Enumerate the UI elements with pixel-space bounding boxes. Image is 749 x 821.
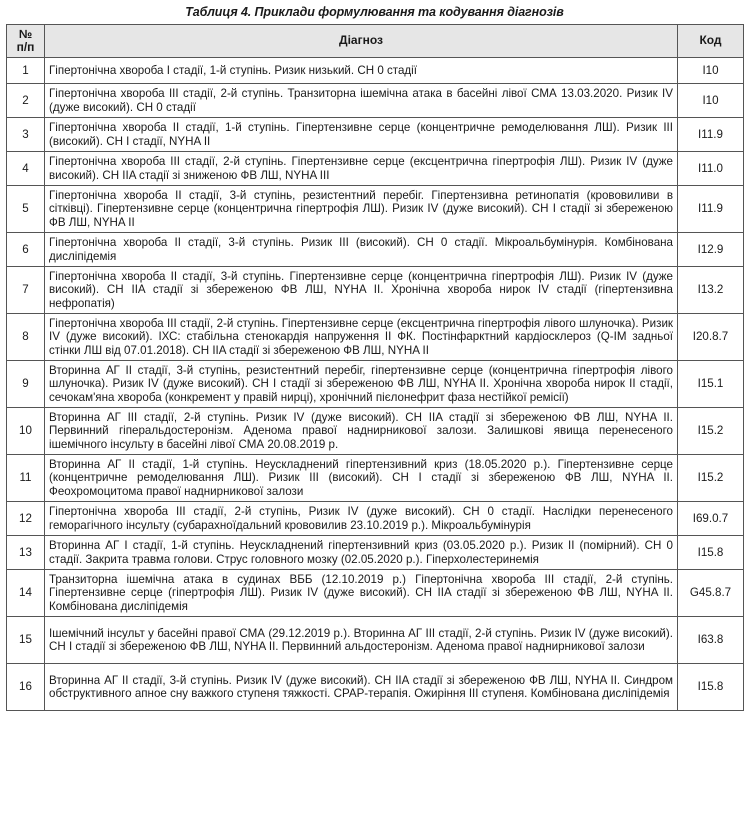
table-header-row: [7, 25, 744, 58]
row-diagnosis: Вторинна АГ ІІ стадії, 3-й ступінь, резистентний перебіг, гіпертензивне серце (концентрична гіпертрофія лівого шлуночка). Ризик IV (дуже високий). СН I стадії зі збереженою ФВ ЛШ, NYHA II. Хронічна хвороба нирок ІІ стадії, сечокам'яна хвороба (конкремент у правій нирці), хронічний пієлонефрит фаза нестійкої ремісії): [45, 361, 678, 408]
row-num: 1: [7, 58, 45, 84]
row-num: 14: [7, 570, 45, 617]
row-num: 13: [7, 536, 45, 570]
row-diagnosis: Гіпертонічна хвороба ІІІ стадії, 2-й ступінь. Транзиторна ішемічна атака в басейні лівої СМА 13.03.2020. Ризик IV (дуже високий). СН 0 стадії: [45, 84, 678, 118]
table-row: [7, 536, 744, 570]
header-code: Код: [678, 25, 744, 58]
row-diagnosis: Гіпертонічна хвороба ІІІ стадії, 2-й ступінь, Ризик IV (дуже високий). СН 0 стадії. Наслідки перенесеного геморагічного інсульту (субарахноїдальний крововилив 23.10.2019 р.). Мікроальбумінурія: [45, 502, 678, 536]
table-row: [7, 267, 744, 314]
row-num: 3: [7, 118, 45, 152]
table-row: [7, 502, 744, 536]
row-num: 7: [7, 267, 45, 314]
row-code: I15.2: [678, 455, 744, 502]
diagnoses-table: [6, 24, 744, 711]
row-code: I10: [678, 84, 744, 118]
row-diagnosis: Гіпертонічна хвороба ІІІ стадії, 2-й ступінь. Гіпертензивне серце (ексцентрична гіпертрофія ЛШ). Ризик IV (дуже високий). СН IIA стадії зі зниженою ФВ ЛШ, NYHA III: [45, 152, 678, 186]
table-caption: Таблиця 4. Приклади формулювання та кодування діагнозів: [185, 5, 564, 19]
row-diagnosis: Гіпертонічна хвороба ІІ стадії, 3-й ступінь. Ризик III (високий). СН 0 стадії. Мікроальбумінурія. Комбінована дисліпідемія: [45, 233, 678, 267]
row-code: I15.1: [678, 361, 744, 408]
row-num: 8: [7, 314, 45, 361]
header-num: № п/п: [7, 25, 45, 58]
table-row: [7, 233, 744, 267]
row-code: I15.2: [678, 408, 744, 455]
row-diagnosis: Транзиторна ішемічна атака в судинах ВББ (12.10.2019 р.) Гіпертонічна хвороба ІІІ стадії, 2-й ступінь. Гіпертензивне серце (гіпертрофія ЛШ). Ризик IV (дуже високий). СН IIA стадії зі збереженою ФВ ЛШ, NYHA II. Комбінована дисліпідемія: [45, 570, 678, 617]
table-row: [7, 58, 744, 84]
row-num: 9: [7, 361, 45, 408]
row-num: 5: [7, 186, 45, 233]
row-code: I11.9: [678, 186, 744, 233]
row-num: 6: [7, 233, 45, 267]
row-num: 4: [7, 152, 45, 186]
row-diagnosis: Вторинна АГ ІІ стадії, 3-й ступінь. Ризик IV (дуже високий). СН IIA стадії зі збереженою ФВ ЛШ, NYHA II. Синдром обструктивного апное сну важкого ступеня тяжкості. CPAP-терапія. Ожиріння ІІІ ступеня. Комбінована дисліпідемія: [45, 664, 678, 711]
row-code: I20.8.7: [678, 314, 744, 361]
row-num: 10: [7, 408, 45, 455]
table-row: [7, 186, 744, 233]
row-code: I11.0: [678, 152, 744, 186]
row-code: I69.0.7: [678, 502, 744, 536]
row-diagnosis: Гіпертонічна хвороба ІІІ стадії, 2-й ступінь. Гіпертензивне серце (ексцентрична гіпертрофія лівого шлуночка). Ризик IV (дуже високий). ІХС: стабільна стенокардія напруження ІІ ФК. Постінфарктний кардіосклероз (Q-IM задньої стінки ЛШ від 07.01.2018). СН IIA стадії зі збереженою ФВ ЛШ, NYHA II: [45, 314, 678, 361]
row-diagnosis: Гіпертонічна хвороба І стадії, 1-й ступінь. Ризик низький. СН 0 стадії: [45, 58, 678, 84]
table-row: [7, 152, 744, 186]
table-row: [7, 617, 744, 664]
row-num: 11: [7, 455, 45, 502]
table-row: [7, 408, 744, 455]
row-num: 2: [7, 84, 45, 118]
table-row: [7, 118, 744, 152]
row-code: I15.8: [678, 664, 744, 711]
row-code: I10: [678, 58, 744, 84]
row-diagnosis: Вторинна АГ ІІІ стадії, 2-й ступінь. Ризик IV (дуже високий). СН IIA стадії зі збереженою ФВ ЛШ, NYHA II. Первинний гіперальдостеронізм. Аденома правої наднирникової залози. Залишкові явища перенесеного ішемічного інсульту в басейні лівої СМА 20.08.2019 р.: [45, 408, 678, 455]
row-diagnosis: Гіпертонічна хвороба ІІ стадії, 1-й ступінь. Гіпертензивне серце (концентричне ремоделювання ЛШ). Ризик III (високий). СН I стадії, NYHA II: [45, 118, 678, 152]
row-diagnosis: Гіпертонічна хвороба ІІ стадії, 3-й ступінь. Гіпертензивне серце (концентрична гіпертрофія ЛШ). Ризик IV (дуже високий). СН IIA стадії зі збереженою ФВ ЛШ, NYHA II. Хронічна хвороба нирок IV стадії (гіпертензивна нефропатія): [45, 267, 678, 314]
row-diagnosis: Гіпертонічна хвороба ІІ стадії, 3-й ступінь, резистентний перебіг. Гіпертензивна ретинопатія (крововиливи в сітківці). Гіпертензивне серце (концентрична гіпертрофія ЛШ). Ризик IV (дуже високий). СН I стадії зі збереженою ФВ ЛШ, NYHA II: [45, 186, 678, 233]
row-num: 15: [7, 617, 45, 664]
table-row: [7, 570, 744, 617]
table-row: [7, 84, 744, 118]
table-row: [7, 361, 744, 408]
table-row: [7, 455, 744, 502]
row-code: I63.8: [678, 617, 744, 664]
row-code: I12.9: [678, 233, 744, 267]
row-num: 16: [7, 664, 45, 711]
row-num: 12: [7, 502, 45, 536]
row-diagnosis: Ішемічний інсульт у басейні правої СМА (29.12.2019 р.). Вторинна АГ ІІІ стадії, 2-й ступінь. Ризик IV (дуже високий). СН I стадії зі збереженою ФВ ЛШ, NYHA II. Первинний альдостеронізм. Аденома правої наднирникової залози: [45, 617, 678, 664]
row-code: G45.8.7: [678, 570, 744, 617]
header-diagnosis: Діагноз: [45, 25, 678, 58]
row-code: I13.2: [678, 267, 744, 314]
row-code: I11.9: [678, 118, 744, 152]
table-row: [7, 314, 744, 361]
row-diagnosis: Вторинна АГ І стадії, 1-й ступінь. Неускладнений гіпертензивний криз (03.05.2020 р.). Ризик II (помірний). СН 0 стадії. Закрита травма голови. Струс головного мозку (02.05.2020 р.). Гіперхолестеринемія: [45, 536, 678, 570]
row-diagnosis: Вторинна АГ ІІ стадії, 1-й ступінь. Неускладнений гіпертензивний криз (18.05.2020 р.). Гіпертензивне серце (концентричне ремоделювання ЛШ). Ризик III (високий). СН I стадії зі збереженою ФВ ЛШ, NYHA II. Феохромоцитома правої наднирникової залози: [45, 455, 678, 502]
row-code: I15.8: [678, 536, 744, 570]
table-row: [7, 664, 744, 711]
